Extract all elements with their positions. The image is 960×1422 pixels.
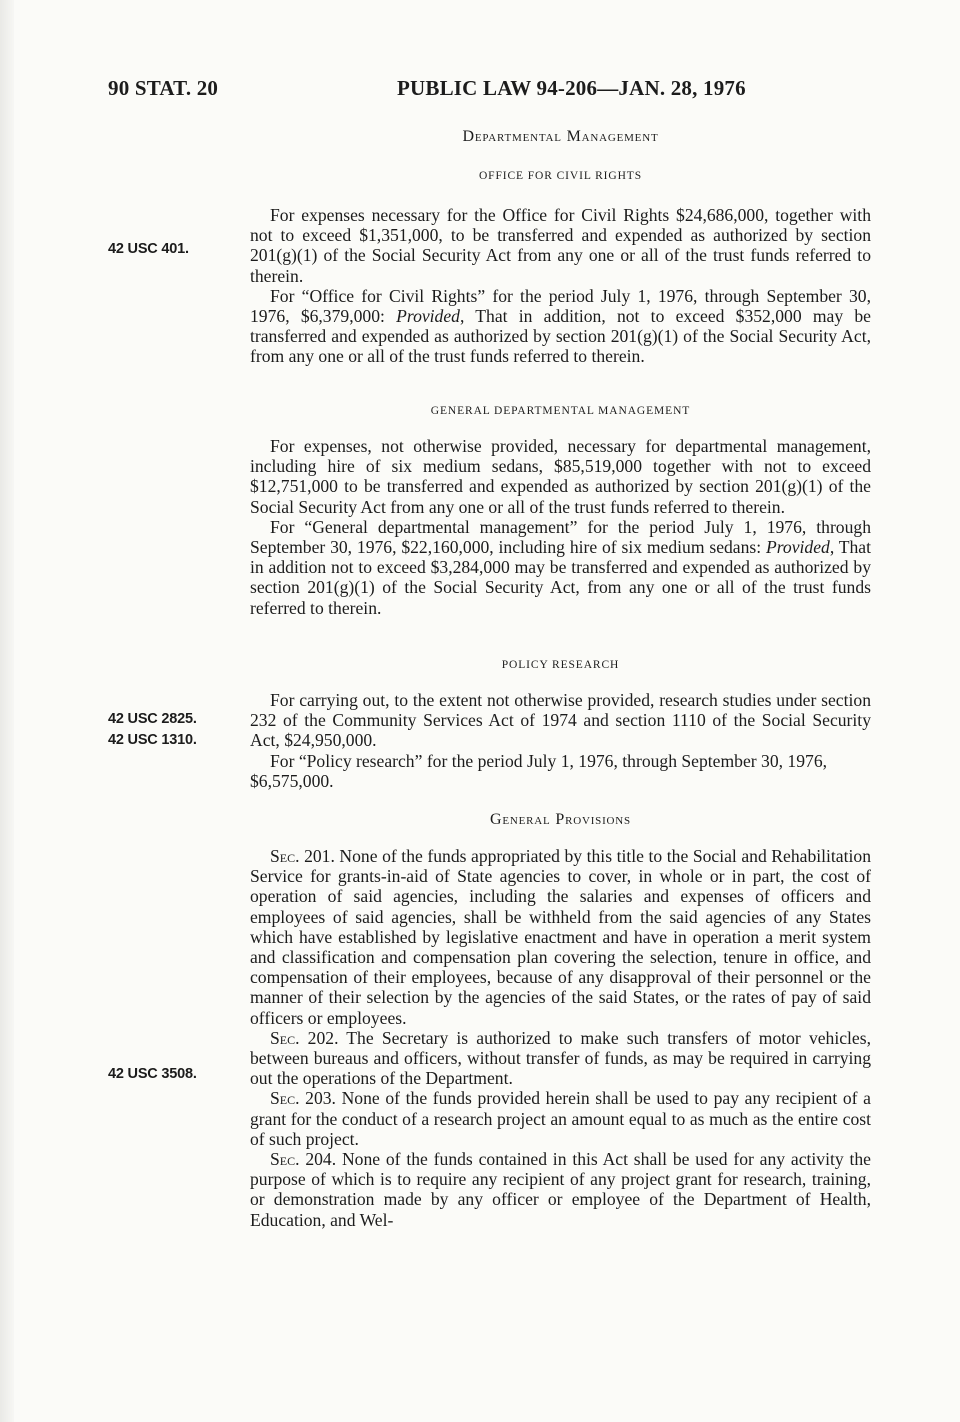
section-202-text: The Secretary is authorized to make such transfers of motor vehicles, between bureaus and officers, without transfer of funds, as may be required in carrying out the operations of the Department. [250,1027,871,1089]
policy-research-block [250,690,871,791]
statute-page-number: 90 STAT. 20 [108,76,219,100]
section-201-label: Sec. 201. [270,846,335,866]
general-departmental-management-block [250,436,871,618]
paragraph-ocr-1: For expenses necessary for the Office for Civil Rights $24,686,000, together with not to exceed $1,351,000, to be transferred and expended as authorized by section 201(g)(1) of the Social Security Act from any one or all of the trust funds referred to therein. [250,205,871,286]
section-202-label: Sec. 202. [270,1027,339,1048]
section-204-text: None of the funds contained in this Act shall be used for any activity the purpose of which is to require any recipient of any project grant for research, training, or demonstration made by any officer or employee of the Department of Health, Education, and Wel- [250,1149,871,1230]
section-203-text: None of the funds provided herein shall be used to pay any recipient of a grant for the conduct of a research project an amount equal to as much as the entire cost of such project. [250,1088,871,1149]
section-204-label: Sec. 204. [270,1149,337,1170]
heading-office-civil-rights: OFFICE FOR CIVIL RIGHTS [478,170,643,182]
ocr-2-text-a: For “Office for Civil Rights” for the period July 1, 1976, through September 30, 1976, $6,379,000: [250,285,871,327]
gdm-2-text-b: , That in addition not to exceed $3,284,000 may be transferred and expended as authorized by section 201(g)(1) of the Social Security Act, from any one or all of the trust funds referred to therein. [250,537,871,618]
paragraph-ocr-2 [250,286,871,367]
section-203-label: Sec. 203. [270,1088,336,1109]
gdm-2-text-a: For “General departmental management” for the period July 1, 1976, through September 30, 1976, $22,160,000, including hire of six medium sedans: [250,516,871,558]
margin-note-42-usc-3508: 42 USC 3508. [108,1066,197,1082]
scan-edge [0,0,14,1422]
office-civil-rights-block [250,205,871,367]
heading-departmental-management: Departmental Management [462,128,659,145]
section-204 [250,1149,871,1230]
margin-note-42-usc-1310: 42 USC 1310. [108,732,197,748]
paragraph-pr-1: For carrying out, to the extent not otherwise provided, research studies under section 232 of the Community Services Act of 1974 and section 1110 of the Social Security Act, $24,950,000. [250,690,871,751]
general-provisions-block [250,846,871,1230]
margin-note-42-usc-401: 42 USC 401. [108,241,189,257]
paragraph-gdm-2 [250,517,871,618]
ocr-2-text-b: , That in addition, not to exceed $352,000 may be transferred and expended as authorized by section 201(g)(1) of the Social Security Act, from any one or all of the trust funds referred to therein. [250,306,871,367]
section-201 [250,846,871,1028]
margin-note-42-usc-2825: 42 USC 2825. [108,711,197,727]
heading-general-provisions: General Provisions [490,811,631,828]
gdm-2-provided: Provided [765,537,830,558]
paragraph-pr-2: For “Policy research” for the period July 1, 1976, through September 30, 1976, $6,575,000. [250,750,828,791]
page-title: PUBLIC LAW 94-206—JAN. 28, 1976 [397,76,746,100]
heading-general-departmental-management: GENERAL DEPARTMENTAL MANAGEMENT [430,405,691,417]
section-203 [250,1088,871,1149]
section-201-text: None of the funds appropriated by this title to the Social and Rehabilitation Service for grants-in-aid of State agencies to cover, in whole or in part, the cost of operation of said agencies, including the salaries and expenses of officers and employees of said agencies, shall be withheld from the said agencies of any States which have established by legislative enactment and have in operation a merit system and classification and compensation plan covering the selection, tenure in office, and compensation of their employees, because of any disapproval of their personnel or the manner of their selection by the agencies of the said States, or the rates of pay of said officers or employees. [250,846,871,1028]
paragraph-gdm-1: For expenses, not otherwise provided, necessary for departmental management, including hire of six medium sedans, $85,519,000 together with not to exceed $12,751,000 to be transferred and expended as authorized by section 201(g)(1) of the Social Security Act from any one or all of the trust funds referred to therein. [250,436,871,517]
ocr-2-provided: Provided [396,306,460,327]
heading-policy-research: POLICY RESEARCH [501,659,620,671]
section-202 [250,1028,871,1089]
